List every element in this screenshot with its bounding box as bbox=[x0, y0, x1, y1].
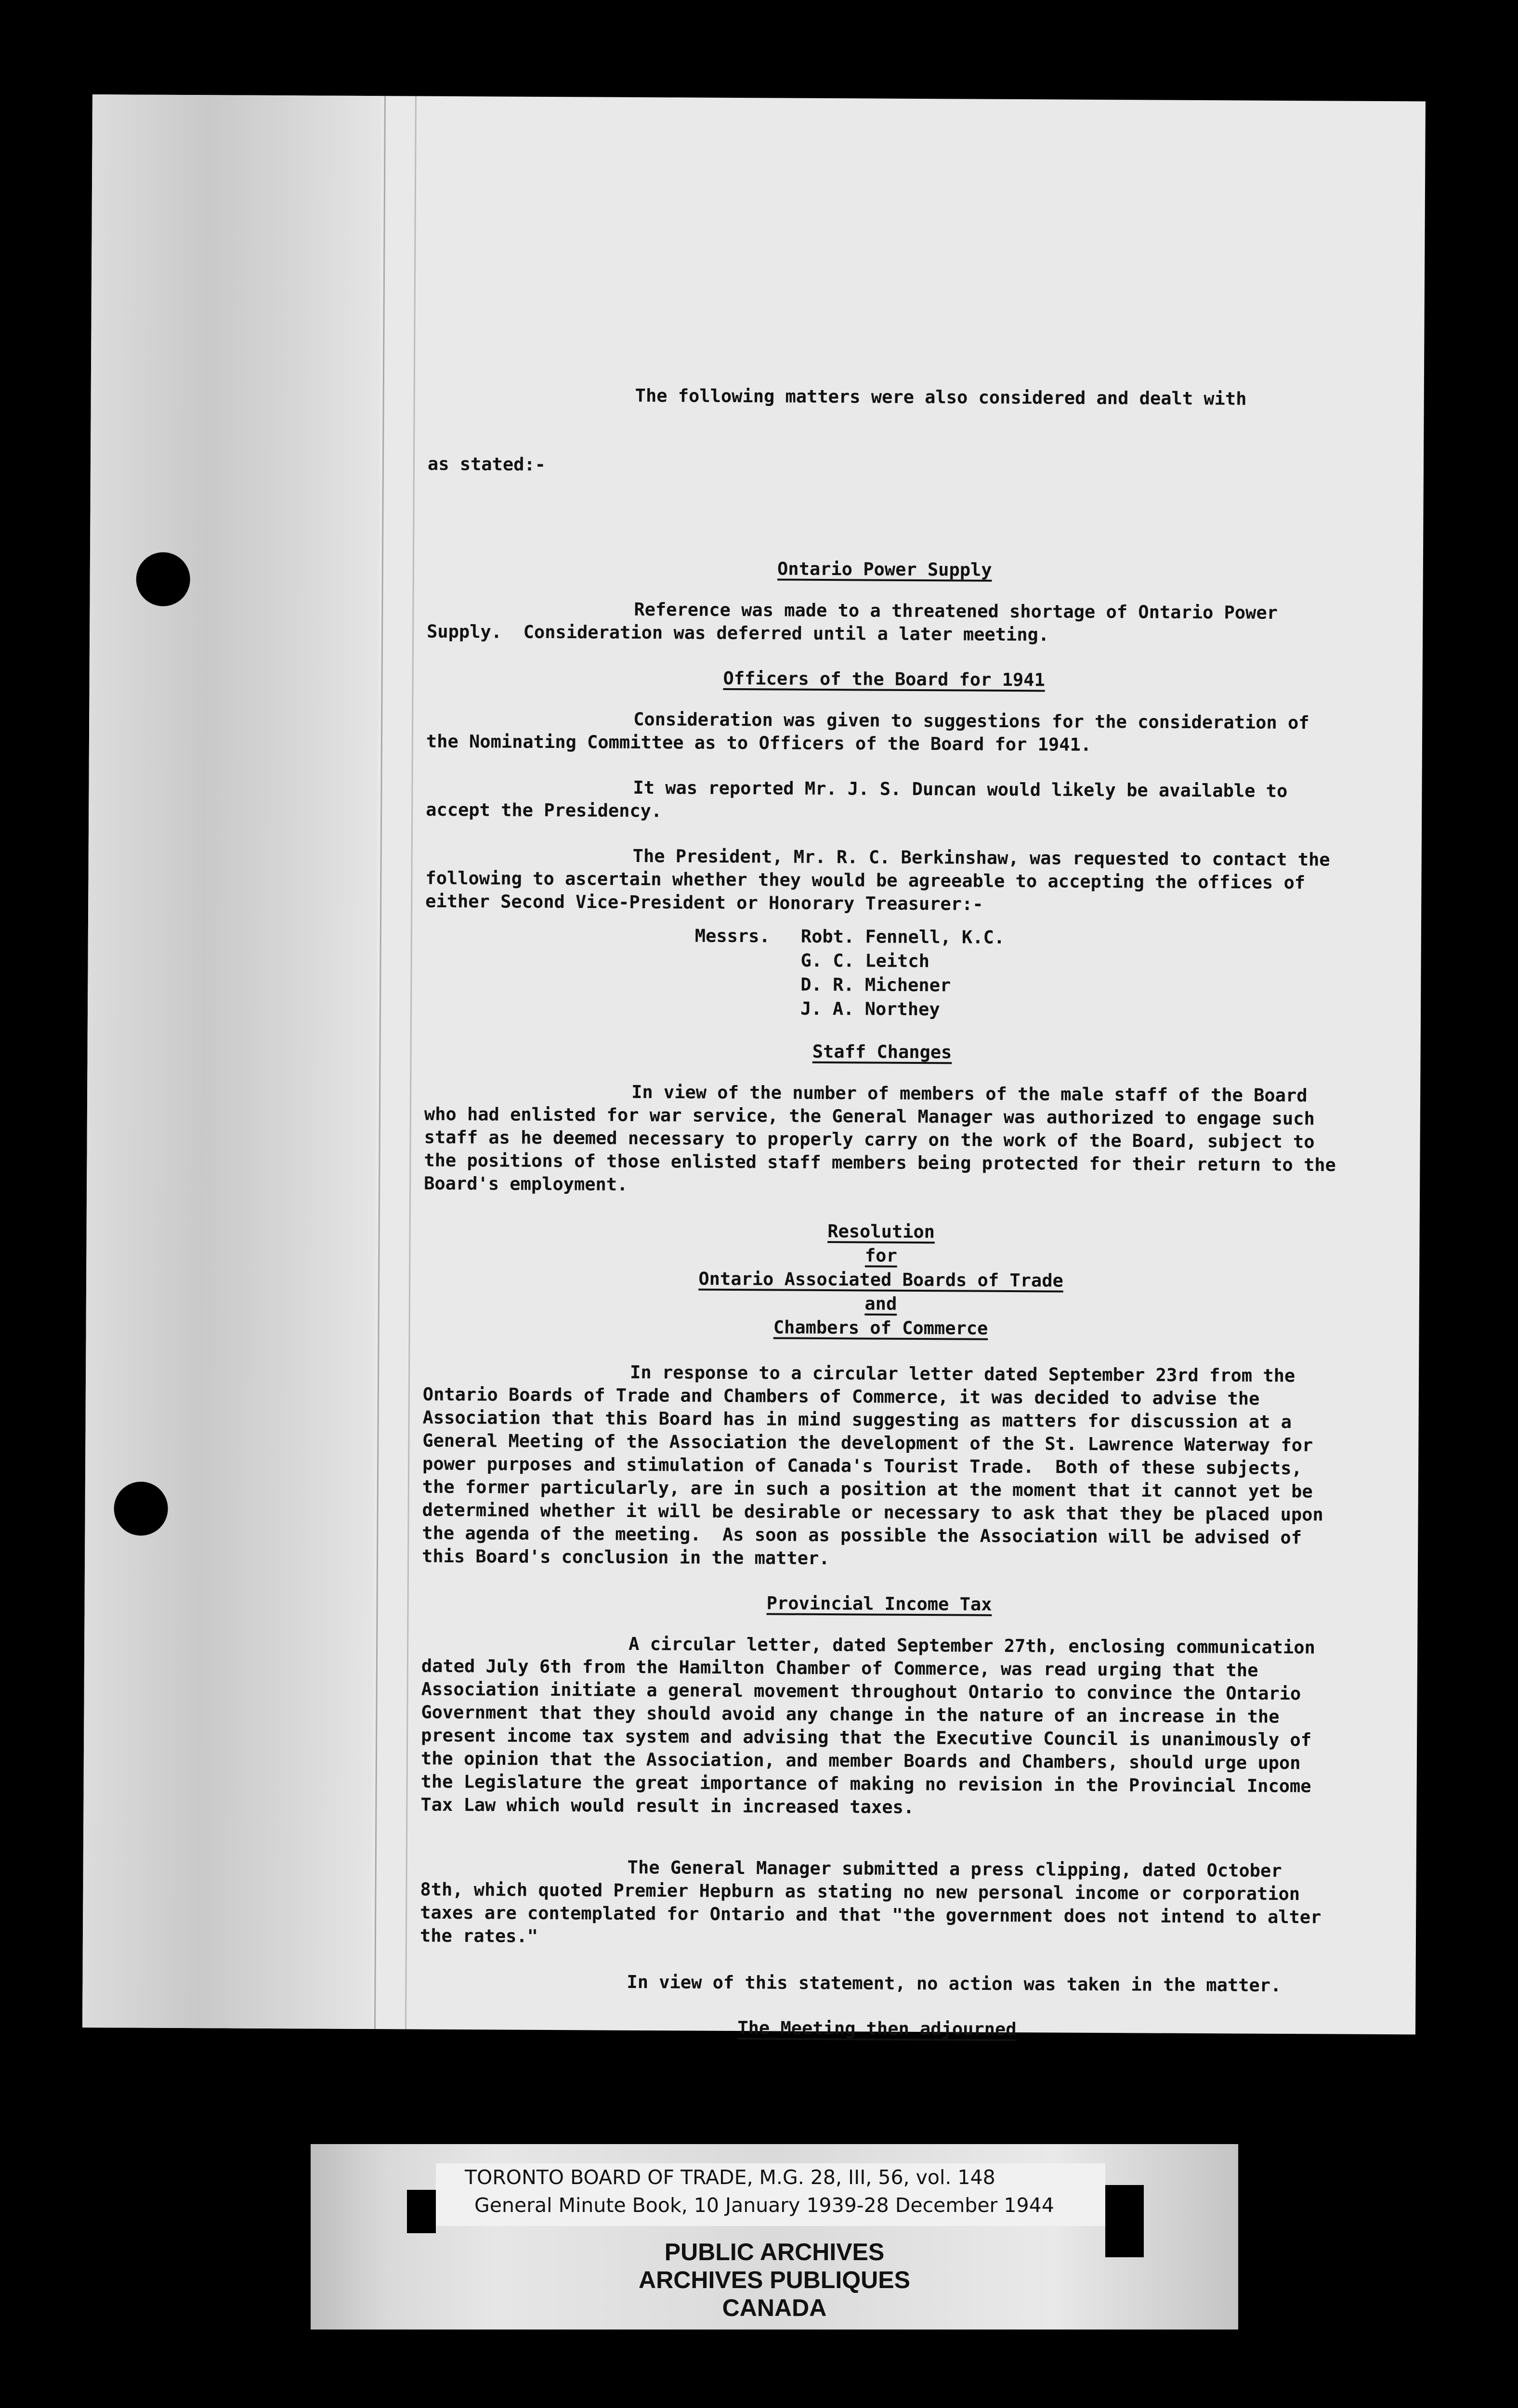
punch-hole-bottom bbox=[114, 1481, 168, 1536]
power-supply-text: Reference was made to a threatened shortage of Ontario Power Supply. Consideration was deferred until a later meeting. bbox=[427, 599, 1289, 645]
intro-line-1: The following matters were also considered and dealt with bbox=[635, 385, 1247, 409]
income-tax-para-3: In view of this statement, no action was taken in the matter. bbox=[627, 1971, 1282, 1996]
nominee-name: Robt. Fennell, K.C. bbox=[800, 926, 1005, 948]
archives-country: CANADA bbox=[722, 2294, 827, 2321]
archives-name-fr: ARCHIVES PUBLIQUES bbox=[639, 2266, 910, 2293]
heading-staff-changes: Staff Changes bbox=[812, 1041, 952, 1063]
minutes-text bbox=[419, 337, 1347, 2061]
heading-power-supply: Ontario Power Supply bbox=[777, 558, 992, 580]
officers-para-2: It was reported Mr. J. S. Duncan would likely be available to accept the Presidency. bbox=[426, 777, 1298, 822]
heading-officers: Officers of the Board for 1941 bbox=[723, 667, 1045, 691]
binding-margin bbox=[82, 94, 381, 2029]
intro bbox=[427, 337, 1343, 527]
resolution-text: In response to a circular letter dated September 23rd from the Ontario Boards of Trade and Chambers of Commerce, it was decided to advise the Association that this Board has in mind suggesting as matters for discussion at a General Meeting of the Association the development of the St. Lawrence Waterway for power purposes and stimulation of Canada's Tourist Trade. Both of these subjects, the former particularly, are in such a position at the moment that it cannot yet be determined whether it will be desirable or necessary to ask that they be placed upon the agenda of the meeting. As soon as possible the Association will be advised of this Board's conclusion in the matter. bbox=[422, 1361, 1335, 1569]
heading-resolution: Resolution for Ontario Associated Boards of Trade and Chambers of Commerce bbox=[698, 1221, 1063, 1339]
archives-name-en: PUBLIC ARCHIVES bbox=[664, 2238, 885, 2265]
reference-line-1: TORONTO BOARD OF TRADE, M.G. 28, III, 56, vol. 148 bbox=[465, 2166, 995, 2189]
officers-para-1: Consideration was given to suggestions for the consideration of the Nominating Committee as to Officers of the Board for 1941. bbox=[426, 708, 1320, 755]
intro-line-2: as stated:- bbox=[427, 453, 546, 475]
archive-label bbox=[311, 2144, 1238, 2329]
income-tax-para-2: The General Manager submitted a press clipping, dated October 8th, which quoted Premier Hepburn as stating no new personal income or corporation taxes are contemplated for Ontario and that "the government does not intend to alter the rates." bbox=[419, 1857, 1332, 1947]
closing-line: The Meeting then adjourned bbox=[737, 2017, 1017, 2040]
archive-reference bbox=[436, 2163, 1105, 2226]
messrs-label: Messrs. bbox=[694, 925, 770, 947]
archives-name bbox=[311, 2238, 1238, 2322]
nominee-name: D. R. Michener bbox=[800, 974, 951, 996]
nominee-list bbox=[694, 924, 1340, 1024]
nominee-name: J. A. Northey bbox=[800, 998, 940, 1020]
reference-line-2: General Minute Book, 10 January 1939-28 December 1944 bbox=[474, 2194, 1054, 2217]
punch-hole-top bbox=[136, 552, 190, 606]
officers-para-3: The President, Mr. R. C. Berkinshaw, was requested to contact the following to ascertain whether they would be agreeable to accepting the offices of either Second Vice-President or Honorary Treasurer:- bbox=[425, 845, 1341, 915]
nominee-name: G. C. Leitch bbox=[800, 950, 930, 972]
heading-income-tax: Provincial Income Tax bbox=[766, 1593, 992, 1615]
income-tax-para-1: A circular letter, dated September 27th, enclosing communication dated July 6th from the Hamilton Chamber of Commerce, was read urging that the Association initiate a general movement throughout Ontario to convince the Ontario Government that they should avoid any change in the nature of an increase in the present income tax system and advising that the Executive Council is unanimously of the opinion that the Association, and member Boards and Chambers, should urge upon the Legislature the great importance of making no revision in the Provincial Income Tax Law which would result in increased taxes. bbox=[420, 1633, 1326, 1818]
label-tab-left bbox=[407, 2190, 436, 2233]
margin-rule-inner bbox=[405, 96, 417, 2029]
staff-changes-text: In view of the number of members of the male staff of the Board who had enlisted for war service, the General Manager was authorized to engage such staff as he deemed necessary to properly carry on the work of the Board, subject to the positions of those enlisted staff members being protected for their return to the Board's employment. bbox=[424, 1081, 1347, 1195]
document-page bbox=[82, 94, 1426, 2040]
